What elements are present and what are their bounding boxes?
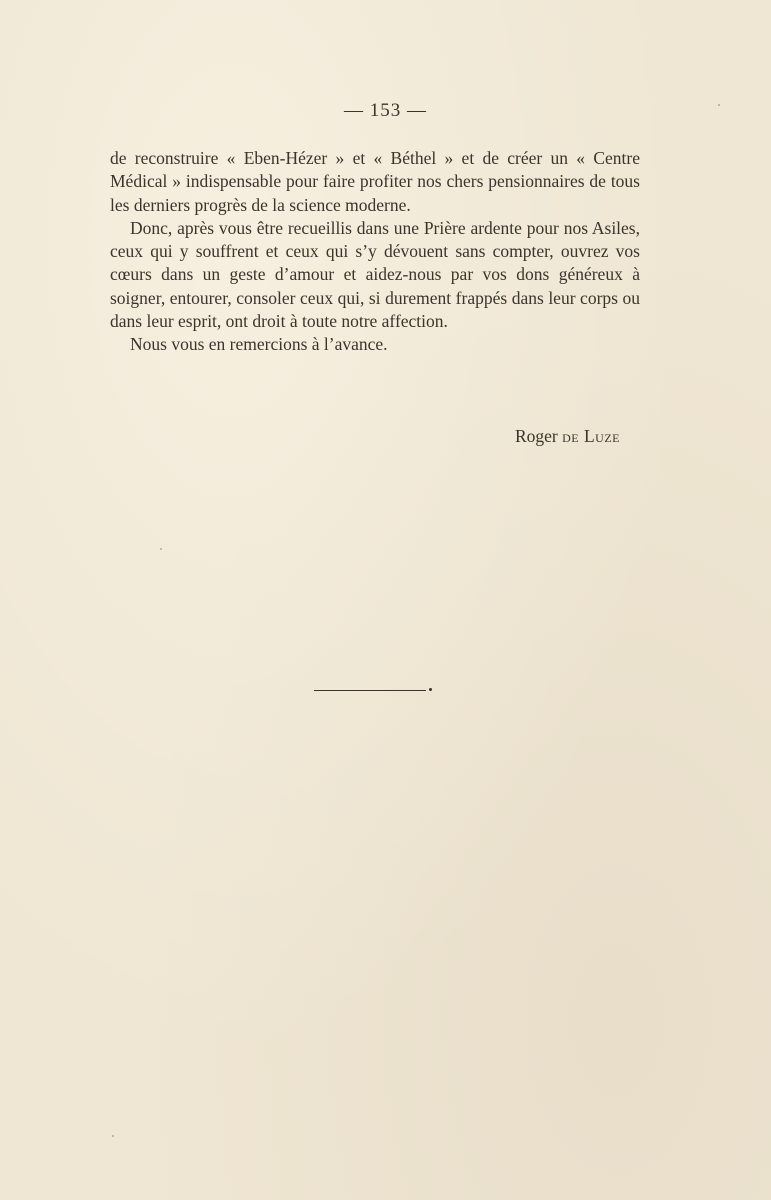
body-text — [110, 147, 640, 357]
paragraph-1: de reconstruire « Eben-Hézer » et « Béthel » et de créer un « Centre Médical » indispensable pour faire profiter nos chers pensionnaires de tous les derniers progrès de la science moderne. — [110, 148, 640, 215]
signature-first-name: Roger — [514, 426, 558, 446]
closing-rule-dot — [429, 688, 432, 691]
paragraph-2: Donc, après vous être recueillis dans une Prière ardente pour nos Asiles, ceux qui y souffrent et ceux qui s’y dévouent sans compter, ouvrez vos cœurs dans un geste d’amour et aidez-nous par vos dons généreux à soigner, entourer, consoler ceux qui, si durement frappés dans leur corps ou dans leur esprit, ont droit à toute notre affection. — [110, 217, 640, 332]
paper-speck — [718, 104, 720, 106]
signature-surname: de Luze — [562, 426, 620, 446]
closing-rule — [314, 690, 426, 691]
page-number: — 153 — — [344, 100, 427, 121]
signature — [515, 426, 620, 447]
paragraph-3: Nous vous en remercions à l’avance. — [130, 334, 388, 355]
paper-speck — [112, 1135, 114, 1137]
paper-speck — [160, 548, 162, 550]
